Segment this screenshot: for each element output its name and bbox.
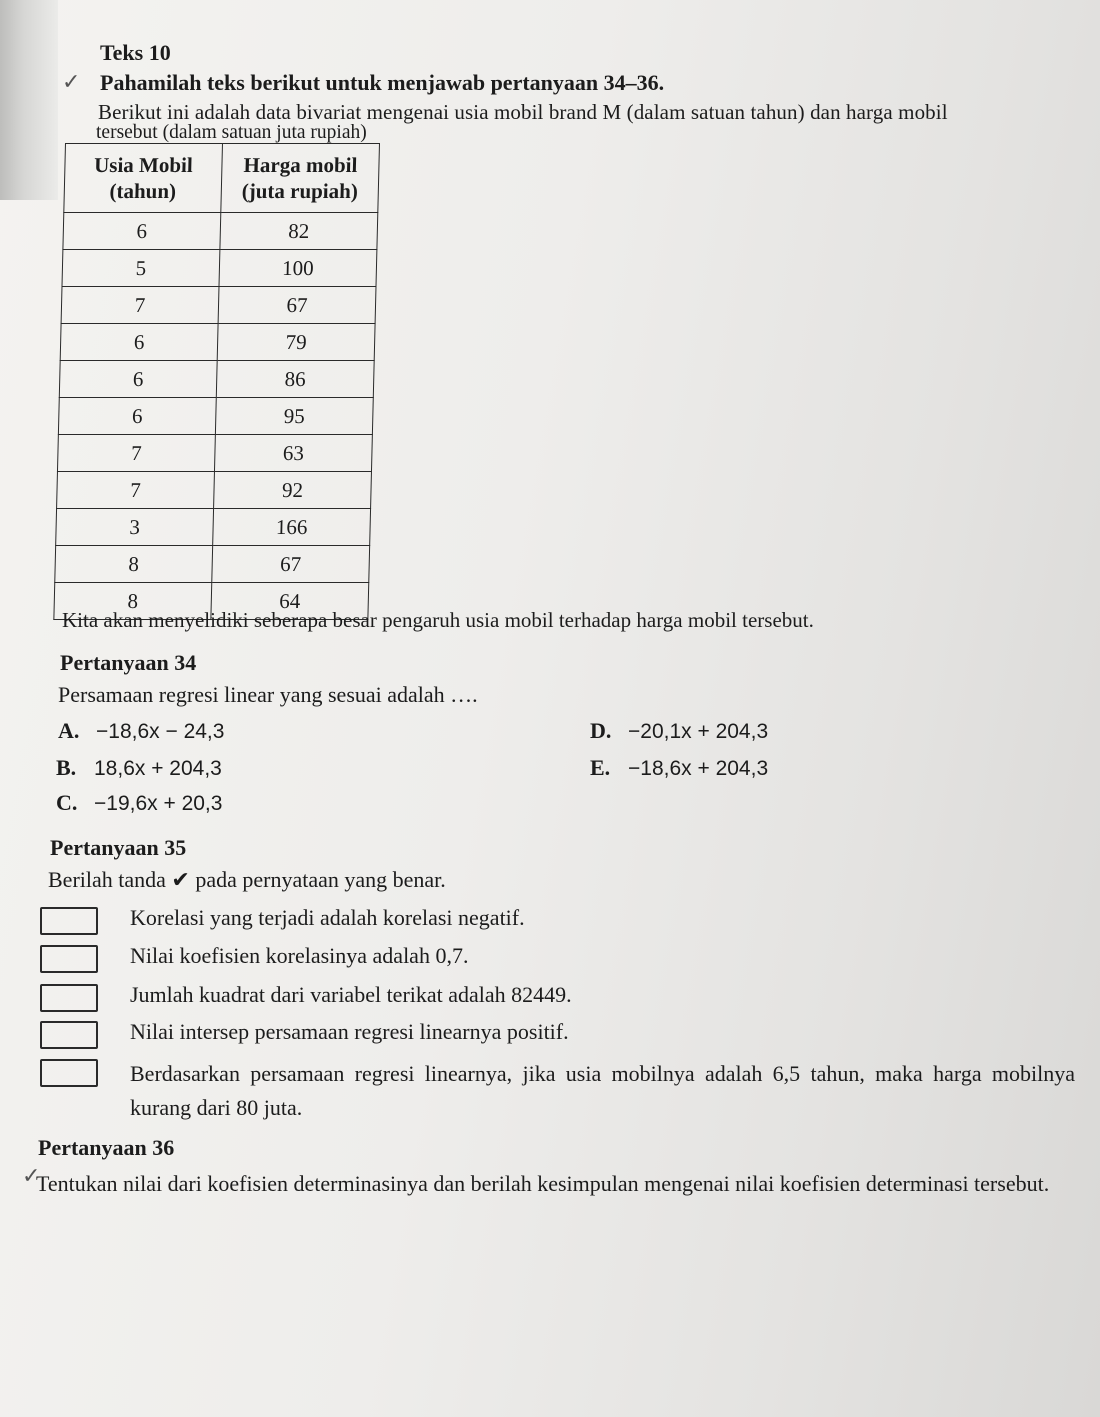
- cell-car-price: 79: [217, 324, 375, 361]
- q34-option-a[interactable]: [58, 718, 224, 744]
- section-heading: Teks 10: [100, 40, 171, 65]
- q34-option-b[interactable]: [56, 755, 222, 781]
- statement-checkbox-2[interactable]: [40, 945, 98, 973]
- q34-option-c[interactable]: [56, 790, 222, 816]
- intro-line-1: Berikut ini adalah data bivariat mengenai usia mobil brand M (dalam satuan tahun) dan harga mobil: [98, 100, 948, 124]
- cell-car-price: 64: [211, 583, 369, 620]
- cell-car-age: 8: [54, 583, 212, 620]
- table-row: [56, 509, 371, 546]
- cell-car-price: 67: [212, 546, 370, 583]
- cell-car-price: 82: [220, 213, 378, 250]
- statement-checkbox-5[interactable]: [40, 1059, 98, 1087]
- instruction-text: Pahamilah teks berikut untuk menjawab pertanyaan 34–36.: [100, 70, 665, 95]
- q35-prompt-after: pada pernyataan yang benar.: [195, 867, 446, 892]
- table-row: [57, 472, 372, 509]
- option-letter: B.: [56, 755, 77, 780]
- option-text: −18,6x + 204,3: [628, 757, 769, 780]
- option-letter: E.: [590, 755, 611, 780]
- cell-car-price: 92: [214, 472, 372, 509]
- q35-prompt: [48, 867, 446, 893]
- statement-text: Berdasarkan persamaan regresi linearnya, jika usia mobilnya adalah 6,5 tahun, maka harga mobilnya kurang dari 80 juta.: [130, 1061, 1075, 1121]
- cell-car-age: 8: [55, 546, 213, 583]
- statement-checkbox-3[interactable]: [40, 984, 98, 1012]
- table-row: [61, 287, 376, 324]
- cell-car-age: 6: [58, 398, 216, 435]
- table-row: [59, 361, 374, 398]
- statement-text: Korelasi yang terjadi adalah korelasi negatif.: [130, 905, 525, 930]
- cell-car-age: 6: [63, 213, 221, 250]
- cell-car-age: 7: [57, 472, 215, 509]
- option-text: 18,6x + 204,3: [94, 757, 222, 780]
- cell-car-age: 6: [59, 361, 217, 398]
- option-letter: A.: [58, 718, 80, 743]
- option-letter: D.: [590, 718, 612, 743]
- q34-option-d[interactable]: [590, 718, 768, 744]
- header-car-age: Usia Mobil (tahun): [64, 144, 223, 213]
- cell-car-age: 3: [56, 509, 214, 546]
- cell-car-price: 67: [218, 287, 376, 324]
- handwritten-check-mark: ✓: [62, 70, 81, 95]
- statement-text: Jumlah kuadrat dari variabel terikat adalah 82449.: [130, 982, 572, 1007]
- statement-checkbox-1[interactable]: [40, 907, 98, 935]
- option-text: −20,1x + 204,3: [628, 720, 769, 743]
- table-row: [57, 435, 372, 472]
- cell-car-age: 6: [60, 324, 218, 361]
- statement-text: Nilai koefisien korelasinya adalah 0,7.: [130, 943, 469, 968]
- q36-prompt: Tentukan nilai dari koefisien determinasinya dan berilah kesimpulan mengenai nilai koefisien determinasi tersebut.: [36, 1171, 1050, 1196]
- q36-title: Pertanyaan 36: [38, 1135, 175, 1160]
- q35-prompt-before: Berilah tanda: [48, 867, 166, 892]
- option-letter: C.: [56, 790, 78, 815]
- statement-checkbox-4[interactable]: [40, 1021, 98, 1049]
- option-text: −18,6x − 24,3: [96, 720, 225, 743]
- table-row: [60, 324, 375, 361]
- table-row: [62, 250, 377, 287]
- header-car-price: Harga mobil (juta rupiah): [221, 144, 380, 213]
- q34-prompt: Persamaan regresi linear yang sesuai adalah ….: [58, 682, 478, 707]
- q34-title: Pertanyaan 34: [60, 650, 197, 675]
- after-table-text: Kita akan menyelidiki seberapa besar pengaruh usia mobil terhadap harga mobil tersebut.: [62, 608, 814, 632]
- cell-car-price: 100: [219, 250, 377, 287]
- q34-option-e[interactable]: [590, 755, 768, 781]
- cell-car-price: 63: [214, 435, 372, 472]
- cell-car-price: 95: [215, 398, 373, 435]
- data-table: [53, 143, 380, 620]
- cell-car-age: 7: [57, 435, 215, 472]
- check-mark-icon: ✔: [171, 868, 190, 893]
- cell-car-age: 5: [62, 250, 220, 287]
- table-row: [58, 398, 373, 435]
- intro-line-2: tersebut (dalam satuan juta rupiah): [96, 122, 367, 143]
- table-row: [55, 546, 370, 583]
- option-text: −19,6x + 20,3: [94, 792, 223, 815]
- cell-car-age: 7: [61, 287, 219, 324]
- handwritten-check-mark-2: ✓: [22, 1164, 41, 1189]
- q35-title: Pertanyaan 35: [50, 835, 187, 860]
- cell-car-price: 86: [216, 361, 374, 398]
- table-header-row: [64, 144, 380, 213]
- table-row: [63, 213, 378, 250]
- statement-text: Nilai intersep persamaan regresi linearnya positif.: [130, 1019, 569, 1044]
- table-body: [54, 213, 378, 620]
- page-edge-shadow: [0, 0, 58, 200]
- cell-car-price: 166: [213, 509, 371, 546]
